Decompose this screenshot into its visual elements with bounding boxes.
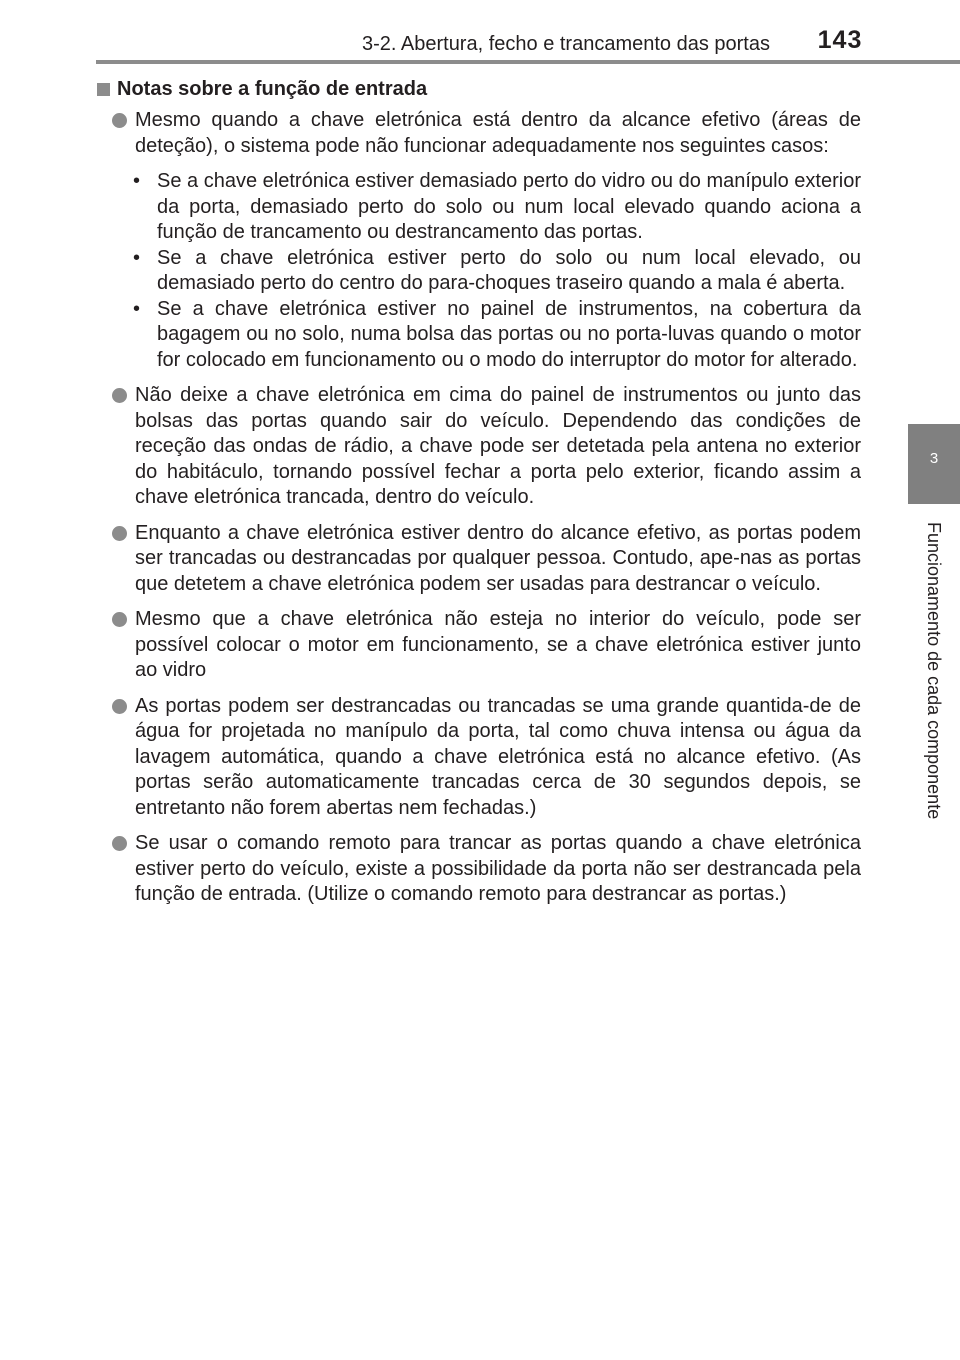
section-heading [97,76,861,102]
chapter-tab: 3 [908,424,960,504]
list-item [97,521,861,598]
item-text: Mesmo quando a chave eletrónica está dentro da alcance efetivo (áreas de deteção), o sistema pode não funcionar adequadamente nos seguintes casos: [135,109,861,157]
sub-list [129,169,861,373]
running-header: 3-2. Abertura, fecho e trancamento das portas [361,33,770,55]
round-bullet-icon [112,836,127,851]
item-text: Mesmo que a chave eletrónica não esteja no interior do veículo, pode ser possível colocar o motor em funcionamento, se a chave eletrónica estiver junto ao vidro [135,608,861,681]
dot-bullet-icon: • [133,246,141,269]
item-text: Enquanto a chave eletrónica estiver dentro do alcance efetivo, as portas podem ser trancadas ou destrancadas por qualquer pessoa. Contudo, ape-nas as portas que detetem a chave eletrónica podem ser usadas para destrancar o veículo. [135,521,861,595]
square-bullet-icon [97,83,110,96]
sub-list-item [129,169,861,246]
page-number: 143 [817,26,863,54]
round-bullet-icon [112,612,127,627]
item-text: Se usar o comando remoto para trancar as portas quando a chave eletrónica estiver perto do veículo, existe a possibilidade da porta não ser destrancada pela função de entrada. (Utilize o comando remoto para destrancar as portas.) [135,832,861,905]
list-item [97,108,861,373]
round-bullet-icon [112,388,127,403]
section-title: Notas sobre a função de entrada [117,78,428,100]
sub-item-text: Se a chave eletrónica estiver no painel de instrumentos, na cobertura da bagagem ou no solo, numa bolsa das portas ou no porta-luvas quando o motor for colocado em funcionamento ou o modo do interruptor do motor for alterado. [157,297,861,371]
item-text: As portas podem ser destrancadas ou trancadas se uma grande quantida-de de água for projetada no manípulo da porta, tal como chuva intensa ou água da lavagem automática, quando a chave eletrónica está no alcance efetivo. (As portas serão automaticamente trancadas cerca de 30 segundos depois, se entretanto não forem abertas nem fechadas.) [135,694,861,819]
sub-list-item [129,297,861,374]
round-bullet-icon [112,699,127,714]
sub-item-text: Se a chave eletrónica estiver demasiado perto do vidro ou do manípulo exterior da porta, demasiado perto do solo ou num local elevado quando aciona a função de trancamento ou destrancamento das portas. [157,170,861,243]
round-bullet-icon [112,113,127,128]
list-item [97,607,861,684]
list-item [97,383,861,511]
chapter-title: Funcionamento de cada componente [924,522,944,820]
dot-bullet-icon: • [133,170,141,192]
list-item [97,831,861,908]
sub-list-item [129,246,861,297]
sub-item-text: Se a chave eletrónica estiver perto do solo ou num local elevado, ou demasiado perto do centro do para-choques traseiro quando a mala é aberta. [157,246,861,294]
header-rule [96,60,960,64]
page-content [97,76,861,918]
item-text: Não deixe a chave eletrónica em cima do painel de instrumentos ou junto das bolsas das portas quando sair do veículo. Dependendo das condições de receção das ondas de rádio, a chave pode ser detetada pela antena no exterior do habitáculo, tornando possível fechar a porta pelo exterior, ficando assim a chave eletrónica trancada, dentro do veículo. [135,384,861,508]
dot-bullet-icon: • [133,297,141,320]
round-bullet-icon [112,526,127,541]
list-item [97,694,861,822]
